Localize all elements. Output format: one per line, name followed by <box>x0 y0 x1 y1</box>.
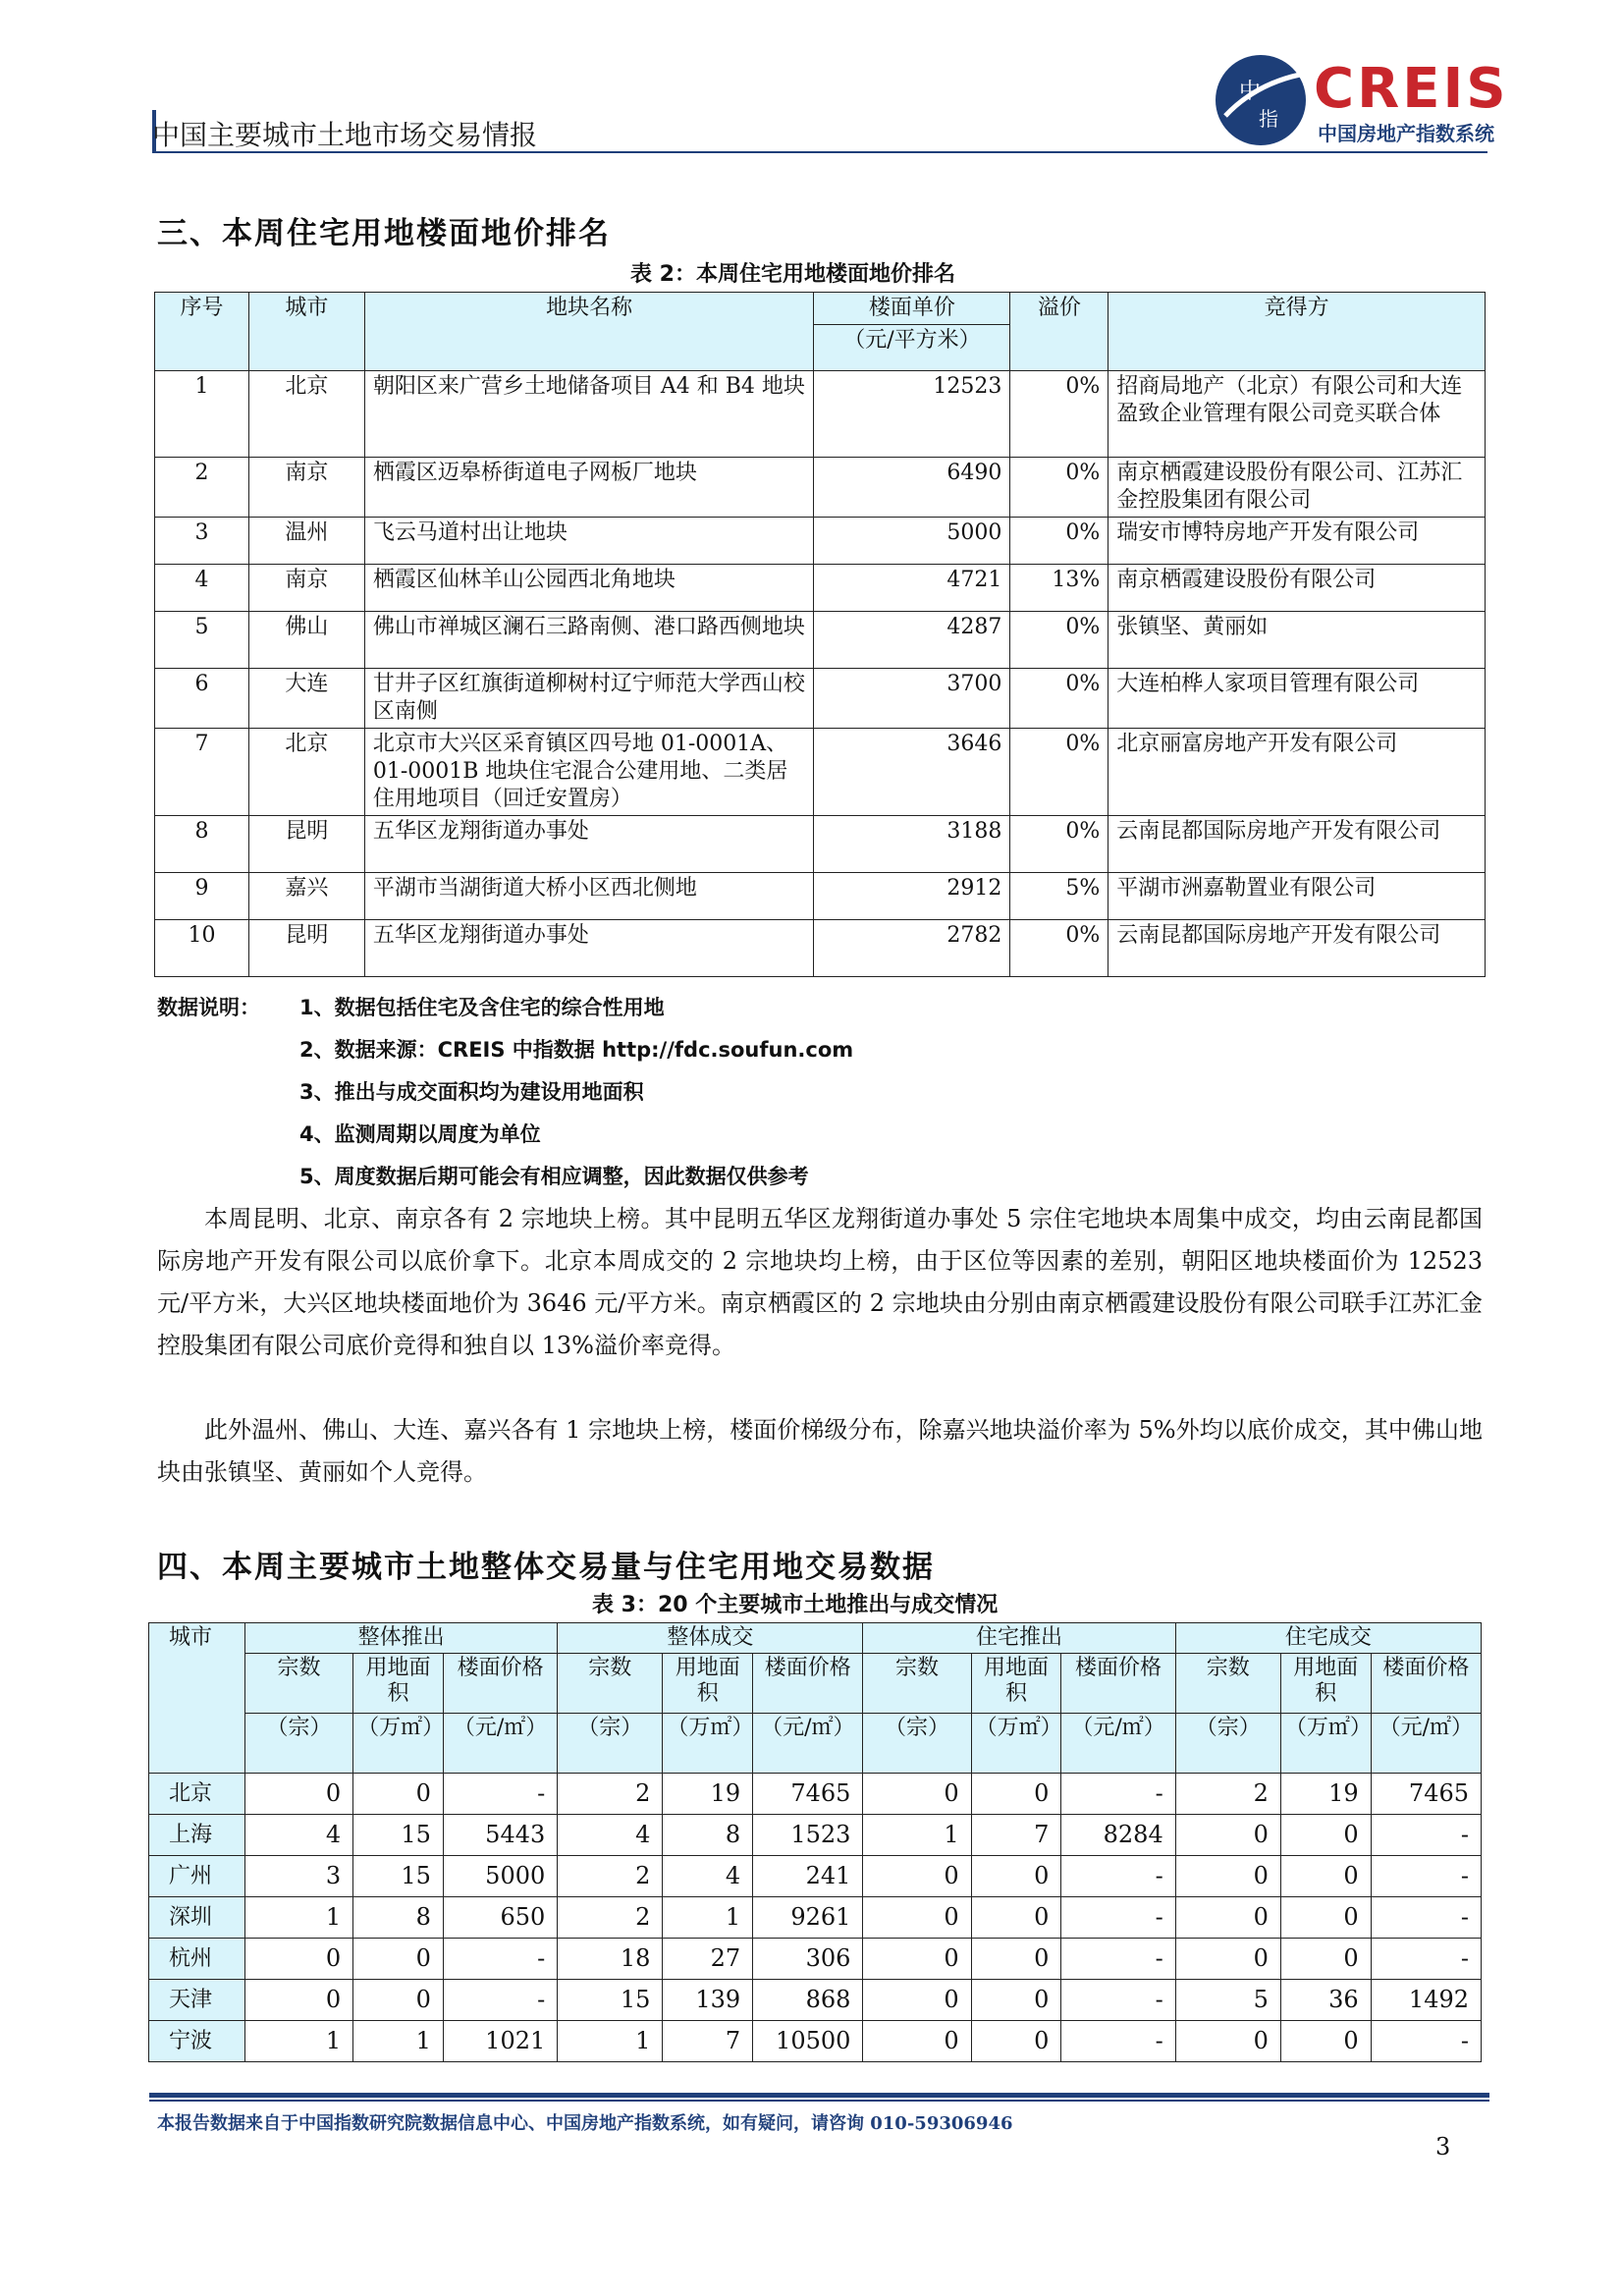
cell-rank: 3 <box>155 518 249 565</box>
col-city: 城市 <box>149 1623 245 1774</box>
subheader: 宗数 <box>558 1654 663 1714</box>
cell-city: 昆明 <box>248 816 364 873</box>
cell-value: 1 <box>558 2021 663 2062</box>
cell-value: 0 <box>1175 1815 1280 1856</box>
cell-value: - <box>443 1980 557 2021</box>
cell-price: 2912 <box>814 873 1010 920</box>
cell-value: 4 <box>558 1815 663 1856</box>
table-row <box>155 669 1486 729</box>
cell-value: 15 <box>558 1980 663 2021</box>
cell-value: - <box>1371 2021 1481 2062</box>
cell-plot: 北京市大兴区采育镇区四号地 01-0001A、01-0001B 地块住宅混合公建用地、二类居住用地项目（回迁安置房） <box>364 729 814 816</box>
cell-price: 3700 <box>814 669 1010 729</box>
cell-winner: 张镇坚、黄丽如 <box>1108 612 1486 669</box>
unit-header: （宗） <box>863 1714 971 1774</box>
unit-header: （宗） <box>558 1714 663 1774</box>
cell-price: 4721 <box>814 565 1010 612</box>
cell-value: 0 <box>863 1774 971 1815</box>
cell-value: 0 <box>863 2021 971 2062</box>
cell-city: 天津 <box>149 1980 245 2021</box>
cell-value: 1492 <box>1371 1980 1481 2021</box>
cell-value: 1 <box>244 1897 352 1939</box>
col-premium: 溢价 <box>1010 293 1108 371</box>
table-row <box>155 518 1486 565</box>
cell-value: 0 <box>244 1980 352 2021</box>
cell-winner: 云南昆都国际房地产开发有限公司 <box>1108 920 1486 977</box>
cell-value: 0 <box>863 1856 971 1897</box>
cell-plot: 飞云马道村出让地块 <box>364 518 814 565</box>
cell-value: 0 <box>1280 1897 1371 1939</box>
cell-rank: 9 <box>155 873 249 920</box>
cell-value: 0 <box>353 1939 444 1980</box>
cell-value: 0 <box>1175 1856 1280 1897</box>
cell-value: 0 <box>1175 1897 1280 1939</box>
table-row <box>149 1980 1482 2021</box>
cell-value: 0 <box>1280 1856 1371 1897</box>
cell-value: 0 <box>244 1939 352 1980</box>
report-title: 中国主要城市土地市场交易情报 <box>152 119 538 151</box>
cell-value: 650 <box>443 1897 557 1939</box>
unit-header: （元/㎡） <box>443 1714 557 1774</box>
cell-value: 0 <box>971 1980 1061 2021</box>
cell-plot: 栖霞区仙林羊山公园西北角地块 <box>364 565 814 612</box>
svg-text:中: 中 <box>1239 80 1262 104</box>
cell-premium: 0% <box>1010 458 1108 518</box>
creis-logo <box>1216 51 1549 159</box>
cell-value: 0 <box>353 1980 444 2021</box>
table-row <box>149 1774 1482 1815</box>
table-row <box>155 920 1486 977</box>
cell-value: 1 <box>663 1897 753 1939</box>
cell-winner: 大连柏桦人家项目管理有限公司 <box>1108 669 1486 729</box>
cell-rank: 5 <box>155 612 249 669</box>
cell-value: 1021 <box>443 2021 557 2062</box>
cell-city: 北京 <box>149 1774 245 1815</box>
cell-plot: 朝阳区来广营乡土地储备项目 A4 和 B4 地块 <box>364 371 814 458</box>
subheader: 宗数 <box>863 1654 971 1714</box>
cell-value: 7465 <box>753 1774 863 1815</box>
group-residential-deals: 住宅成交 <box>1175 1623 1481 1654</box>
cell-price: 3646 <box>814 729 1010 816</box>
cell-plot: 平湖市当湖街道大桥小区西北侧地 <box>364 873 814 920</box>
table-row <box>155 612 1486 669</box>
table-row <box>155 729 1486 816</box>
cell-value: 0 <box>1175 2021 1280 2062</box>
cell-value: 19 <box>663 1774 753 1815</box>
city-land-transactions-table <box>148 1622 1482 2062</box>
cell-rank: 8 <box>155 816 249 873</box>
cell-rank: 4 <box>155 565 249 612</box>
table-row <box>155 816 1486 873</box>
table-row <box>149 1897 1482 1939</box>
cell-value: - <box>1061 1856 1175 1897</box>
cell-value: 4 <box>663 1856 753 1897</box>
col-city: 城市 <box>248 293 364 371</box>
subheader: 宗数 <box>1175 1654 1280 1714</box>
cell-value: - <box>443 1939 557 1980</box>
subheader: 用地面积 <box>971 1654 1061 1714</box>
footer-rule-thin <box>149 2100 1489 2102</box>
cell-value: 0 <box>353 1774 444 1815</box>
svg-text:指: 指 <box>1259 107 1278 131</box>
cell-value: - <box>1371 1856 1481 1897</box>
cell-value: 9261 <box>753 1897 863 1939</box>
logo-subtitle: 中国房地产指数系统 <box>1318 122 1494 145</box>
land-price-ranking-table <box>154 292 1486 977</box>
cell-value: 8284 <box>1061 1815 1175 1856</box>
subheader: 楼面价格 <box>1061 1654 1175 1714</box>
cell-city: 上海 <box>149 1815 245 1856</box>
cell-value: 7 <box>971 1815 1061 1856</box>
cell-city: 北京 <box>248 371 364 458</box>
footer-rule <box>149 2093 1489 2098</box>
cell-winner: 平湖市洲嘉勒置业有限公司 <box>1108 873 1486 920</box>
cell-city: 北京 <box>248 729 364 816</box>
cell-premium: 0% <box>1010 518 1108 565</box>
unit-header: （宗） <box>1175 1714 1280 1774</box>
cell-value: 27 <box>663 1939 753 1980</box>
col-plot: 地块名称 <box>364 293 814 371</box>
cell-city: 大连 <box>248 669 364 729</box>
cell-price: 5000 <box>814 518 1010 565</box>
cell-value: 1 <box>244 2021 352 2062</box>
cell-city: 嘉兴 <box>248 873 364 920</box>
cell-price: 2782 <box>814 920 1010 977</box>
note-item: 2、数据来源：CREIS 中指数据 http://fdc.soufun.com <box>299 1038 854 1062</box>
cell-premium: 5% <box>1010 873 1108 920</box>
unit-header: （万㎡） <box>971 1714 1061 1774</box>
cell-value: 8 <box>663 1815 753 1856</box>
cell-value: 0 <box>1280 1939 1371 1980</box>
cell-city: 昆明 <box>248 920 364 977</box>
cell-plot: 甘井子区红旗街道柳树村辽宁师范大学西山校区南侧 <box>364 669 814 729</box>
cell-value: 2 <box>558 1856 663 1897</box>
cell-value: - <box>1061 1774 1175 1815</box>
cell-city: 南京 <box>248 565 364 612</box>
cell-value: 139 <box>663 1980 753 2021</box>
cell-value: - <box>1371 1939 1481 1980</box>
cell-city: 宁波 <box>149 2021 245 2062</box>
cell-plot: 五华区龙翔街道办事处 <box>364 816 814 873</box>
cell-value: - <box>1371 1815 1481 1856</box>
group-residential-supply: 住宅推出 <box>863 1623 1175 1654</box>
cell-city: 杭州 <box>149 1939 245 1980</box>
cell-value: 0 <box>1280 2021 1371 2062</box>
cell-winner: 南京栖霞建设股份有限公司、江苏汇金控股集团有限公司 <box>1108 458 1486 518</box>
cell-premium: 0% <box>1010 371 1108 458</box>
cell-value: 5 <box>1175 1980 1280 2021</box>
cell-value: - <box>1061 1980 1175 2021</box>
unit-header: （万㎡） <box>663 1714 753 1774</box>
cell-value: 0 <box>244 1774 352 1815</box>
cell-premium: 0% <box>1010 816 1108 873</box>
table-row <box>149 1939 1482 1980</box>
cell-value: 2 <box>558 1897 663 1939</box>
logo-emblem <box>1216 55 1306 145</box>
col-price-unit: （元/平方米） <box>814 325 1010 371</box>
cell-rank: 7 <box>155 729 249 816</box>
cell-winner: 招商局地产（北京）有限公司和大连盈致企业管理有限公司竞买联合体 <box>1108 371 1486 458</box>
unit-header: （元/㎡） <box>1061 1714 1175 1774</box>
cell-value: 19 <box>1280 1774 1371 1815</box>
page-number: 3 <box>1435 2133 1451 2160</box>
cell-price: 6490 <box>814 458 1010 518</box>
subheader: 用地面积 <box>663 1654 753 1714</box>
col-price: 楼面单价 <box>814 293 1010 325</box>
table-row <box>155 565 1486 612</box>
table-row <box>155 371 1486 458</box>
cell-value: 15 <box>353 1815 444 1856</box>
cell-value: 0 <box>971 1897 1061 1939</box>
cell-value: 5443 <box>443 1815 557 1856</box>
cell-value: 0 <box>1280 1815 1371 1856</box>
cell-rank: 6 <box>155 669 249 729</box>
unit-header: （万㎡） <box>353 1714 444 1774</box>
cell-value: 1 <box>353 2021 444 2062</box>
unit-header: （元/㎡） <box>753 1714 863 1774</box>
table-row <box>149 2021 1482 2062</box>
cell-value: 1523 <box>753 1815 863 1856</box>
cell-value: 1 <box>863 1815 971 1856</box>
cell-premium: 13% <box>1010 565 1108 612</box>
cell-plot: 五华区龙翔街道办事处 <box>364 920 814 977</box>
subheader: 楼面价格 <box>753 1654 863 1714</box>
table-row <box>155 873 1486 920</box>
cell-value: 8 <box>353 1897 444 1939</box>
group-overall-supply: 整体推出 <box>244 1623 557 1654</box>
cell-rank: 2 <box>155 458 249 518</box>
cell-winner: 北京丽富房地产开发有限公司 <box>1108 729 1486 816</box>
logo-wordmark: CREIS <box>1314 57 1509 121</box>
cell-value: 15 <box>353 1856 444 1897</box>
cell-value: 0 <box>863 1939 971 1980</box>
cell-premium: 0% <box>1010 920 1108 977</box>
cell-value: - <box>1061 1939 1175 1980</box>
cell-price: 12523 <box>814 371 1010 458</box>
analysis-paragraph-1: 本周昆明、北京、南京各有 2 宗地块上榜。其中昆明五华区龙翔街道办事处 5 宗住宅地块本周集中成交，均由云南昆都国际房地产开发有限公司以底价拿下。北京本周成交的 2 宗地块均上榜，由于区位等因素的差别，朝阳区地块楼面价为 12523 元/平方米，大兴区地块楼面地价为 3646 元/平方米。南京栖霞区的 2 宗地块由分别由南京栖霞建设股份有限公司联手江苏汇金控股集团有限公司底价竞得和独自以 13%溢价率竞得。 <box>157 1205 1483 1359</box>
note-item: 4、监测周期以周度为单位 <box>299 1122 541 1146</box>
group-overall-deals: 整体成交 <box>558 1623 863 1654</box>
note-item: 3、推出与成交面积均为建设用地面积 <box>299 1080 644 1104</box>
cell-city: 温州 <box>248 518 364 565</box>
cell-plot: 栖霞区迈皋桥街道电子网板厂地块 <box>364 458 814 518</box>
subheader: 楼面价格 <box>1371 1654 1481 1714</box>
section4-title: 四、本周主要城市土地整体交易量与住宅用地交易数据 <box>157 1550 935 1585</box>
subheader: 楼面价格 <box>443 1654 557 1714</box>
cell-value: 7 <box>663 2021 753 2062</box>
cell-city: 广州 <box>149 1856 245 1897</box>
note-item: 5、周度数据后期可能会有相应调整，因此数据仅供参考 <box>299 1165 809 1188</box>
col-rank: 序号 <box>155 293 249 371</box>
cell-city: 佛山 <box>248 612 364 669</box>
cell-city: 深圳 <box>149 1897 245 1939</box>
cell-value: 10500 <box>753 2021 863 2062</box>
table3-caption: 表 3：20 个主要城市土地推出与成交情况 <box>592 1593 999 1617</box>
cell-value: 306 <box>753 1939 863 1980</box>
cell-plot: 佛山市禅城区澜石三路南侧、港口路西侧地块 <box>364 612 814 669</box>
table-row <box>149 1815 1482 1856</box>
cell-value: 241 <box>753 1856 863 1897</box>
cell-rank: 1 <box>155 371 249 458</box>
cell-winner: 瑞安市博特房地产开发有限公司 <box>1108 518 1486 565</box>
cell-value: 36 <box>1280 1980 1371 2021</box>
cell-winner: 云南昆都国际房地产开发有限公司 <box>1108 816 1486 873</box>
unit-header: （宗） <box>244 1714 352 1774</box>
cell-premium: 0% <box>1010 612 1108 669</box>
cell-price: 4287 <box>814 612 1010 669</box>
notes-label: 数据说明： <box>157 996 260 1019</box>
cell-premium: 0% <box>1010 669 1108 729</box>
cell-city: 南京 <box>248 458 364 518</box>
section3-title: 三、本周住宅用地楼面地价排名 <box>157 216 611 251</box>
cell-value: 7465 <box>1371 1774 1481 1815</box>
cell-value: 5000 <box>443 1856 557 1897</box>
cell-winner: 南京栖霞建设股份有限公司 <box>1108 565 1486 612</box>
footer-note: 本报告数据来自于中国指数研究院数据信息中心、中国房地产指数系统，如有疑问，请咨询 010-59306946 <box>157 2113 1013 2134</box>
cell-value: - <box>443 1774 557 1815</box>
analysis-paragraph-2: 此外温州、佛山、大连、嘉兴各有 1 宗地块上榜，楼面价梯级分布，除嘉兴地块溢价率为 5%外均以底价成交，其中佛山地块由张镇坚、黄丽如个人竞得。 <box>157 1416 1483 1486</box>
cell-value: 0 <box>971 1939 1061 1980</box>
unit-header: （万㎡） <box>1280 1714 1371 1774</box>
cell-premium: 0% <box>1010 729 1108 816</box>
col-winner: 竞得方 <box>1108 293 1486 371</box>
subheader: 用地面积 <box>1280 1654 1371 1714</box>
table2-caption: 表 2：本周住宅用地楼面地价排名 <box>630 262 955 287</box>
subheader: 宗数 <box>244 1654 352 1714</box>
cell-value: 868 <box>753 1980 863 2021</box>
cell-value: 2 <box>1175 1774 1280 1815</box>
unit-header: （元/㎡） <box>1371 1714 1481 1774</box>
table-row <box>149 1856 1482 1897</box>
cell-value: 3 <box>244 1856 352 1897</box>
cell-value: 4 <box>244 1815 352 1856</box>
cell-value: 0 <box>971 2021 1061 2062</box>
cell-value: 0 <box>1175 1939 1280 1980</box>
table-row <box>155 458 1486 518</box>
cell-price: 3188 <box>814 816 1010 873</box>
cell-value: 0 <box>863 1980 971 2021</box>
subheader: 用地面积 <box>353 1654 444 1714</box>
cell-value: 0 <box>971 1856 1061 1897</box>
cell-value: 18 <box>558 1939 663 1980</box>
cell-value: 0 <box>971 1774 1061 1815</box>
cell-rank: 10 <box>155 920 249 977</box>
cell-value: 0 <box>863 1897 971 1939</box>
cell-value: - <box>1061 1897 1175 1939</box>
cell-value: - <box>1061 2021 1175 2062</box>
cell-value: 2 <box>558 1774 663 1815</box>
note-item: 1、数据包括住宅及含住宅的综合性用地 <box>299 996 665 1019</box>
cell-value: - <box>1371 1897 1481 1939</box>
